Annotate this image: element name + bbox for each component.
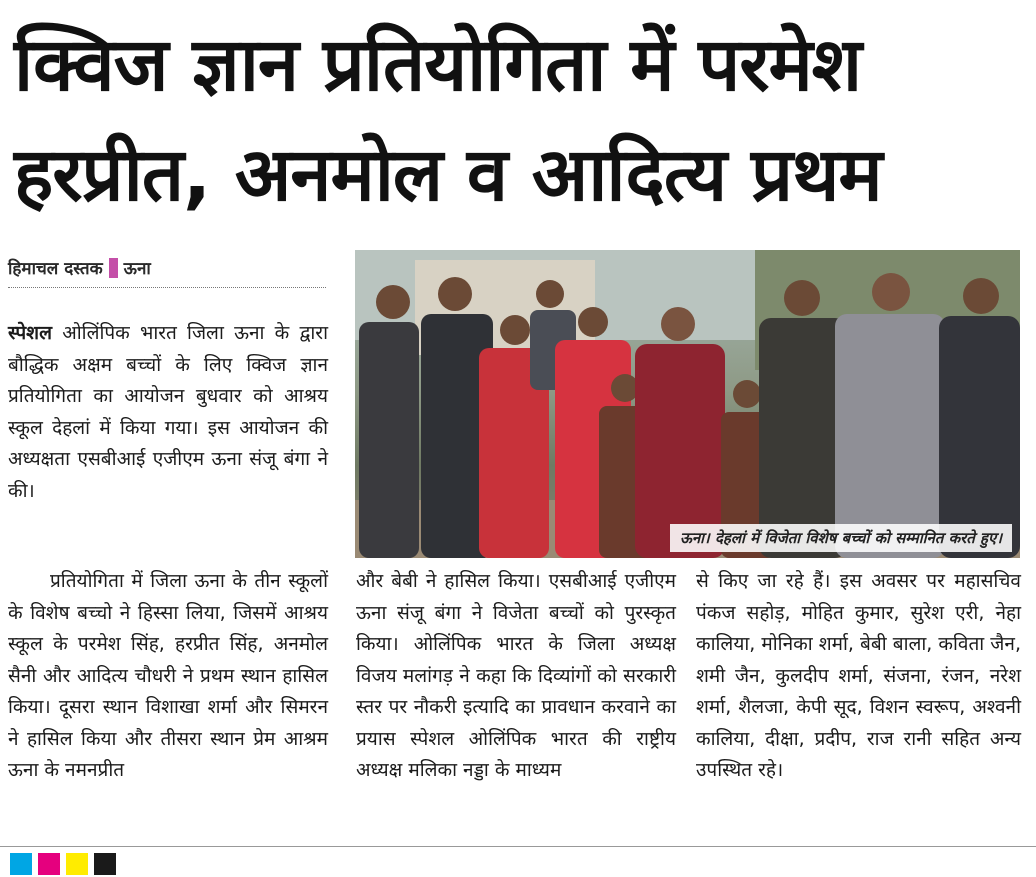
swatch-yellow [66, 853, 88, 875]
headline-line-1: क्विज ज्ञान प्रतियोगिता में परमेश [14, 22, 862, 108]
swatch-black [94, 853, 116, 875]
article-column-3-text: से किए जा रहे हैं। इस अवसर पर महासचिव पंकज सहोड़, मोहित कुमार, सुरेश एरी, नेहा कालिया, मोनिका शर्मा, बेबी बाला, कविता जैन, शमी जैन, कुलदीप शर्मा, संजना, रंजन, नरेश शर्मा, शैलजा, केपी सूद, विशन स्वरूप, अश्वनी कालिया, दीक्षा, प्रदीप, राज रानी सहित अन्य उपस्थित रहे। [696, 570, 1021, 781]
photo-people [359, 273, 1020, 558]
photo-illustration [355, 250, 1020, 558]
headline [14, 10, 1024, 230]
article-column-2 [356, 566, 676, 787]
article-column-1-top [8, 318, 328, 507]
color-registration-swatches [10, 853, 122, 875]
byline-separator [109, 258, 118, 278]
swatch-magenta [38, 853, 60, 875]
article-lead-word: स्पेशल [8, 322, 52, 344]
article-column-3 [696, 566, 1021, 787]
article-column-2-text: और बेबी ने हासिल किया। एसबीआई एजीएम ऊना संजू बंगा ने विजेता बच्चों को पुरस्कृत किया। ओलिंपिक भारत के जिला अध्यक्ष विजय मलांगड़ ने कहा कि दिव्यांगों को सरकारी स्तर पर नौकरी इत्यादि का प्रावधान करवाने का प्रयास स्पेशल ओलिंपिक भारत की राष्ट्रीय अध्यक्ष मलिका नड्डा के माध्यम [356, 570, 676, 781]
headline-line-2: हरप्रीत, अनमोल व आदित्य प्रथम [14, 132, 882, 218]
photo-caption: ऊना। देहलां में विजेता विशेष बच्चों को सम्मानित करते हुए। [670, 524, 1012, 552]
swatch-cyan [10, 853, 32, 875]
news-photo [355, 250, 1020, 558]
article-paragraph-1 [8, 318, 328, 507]
byline-source: हिमाचल दस्तक [8, 259, 103, 279]
article-column-1-bottom [8, 566, 328, 787]
bottom-rule [0, 846, 1036, 847]
byline [8, 256, 326, 288]
byline-location: ऊना [123, 259, 151, 279]
article-paragraph-1-text: ओलिंपिक भारत जिला ऊना के द्वारा बौद्धिक अक्षम बच्चों के लिए क्विज ज्ञान प्रतियोगिता का आयोजन बुधवार को आश्रय स्कूल देहलां में किया गया। इस आयोजन की अध्यक्षता एसबीआई एजीएम ऊना संजू बंगा ने की। [8, 322, 328, 502]
article-paragraph-2: प्रतियोगिता में जिला ऊना के तीन स्कूलों के विशेष बच्चो ने हिस्सा लिया, जिसमें आश्रय स्कूल के परमेश सिंह, हरप्रीत सिंह, अनमोल सैनी और आदित्य चौधरी ने प्रथम स्थान हासिल किया। दूसरा स्थान विशाखा शर्मा और सिमरन ने हासिल किया और तीसरा स्थान प्रेम आश्रम ऊना के नमनप्रीत [8, 570, 328, 781]
